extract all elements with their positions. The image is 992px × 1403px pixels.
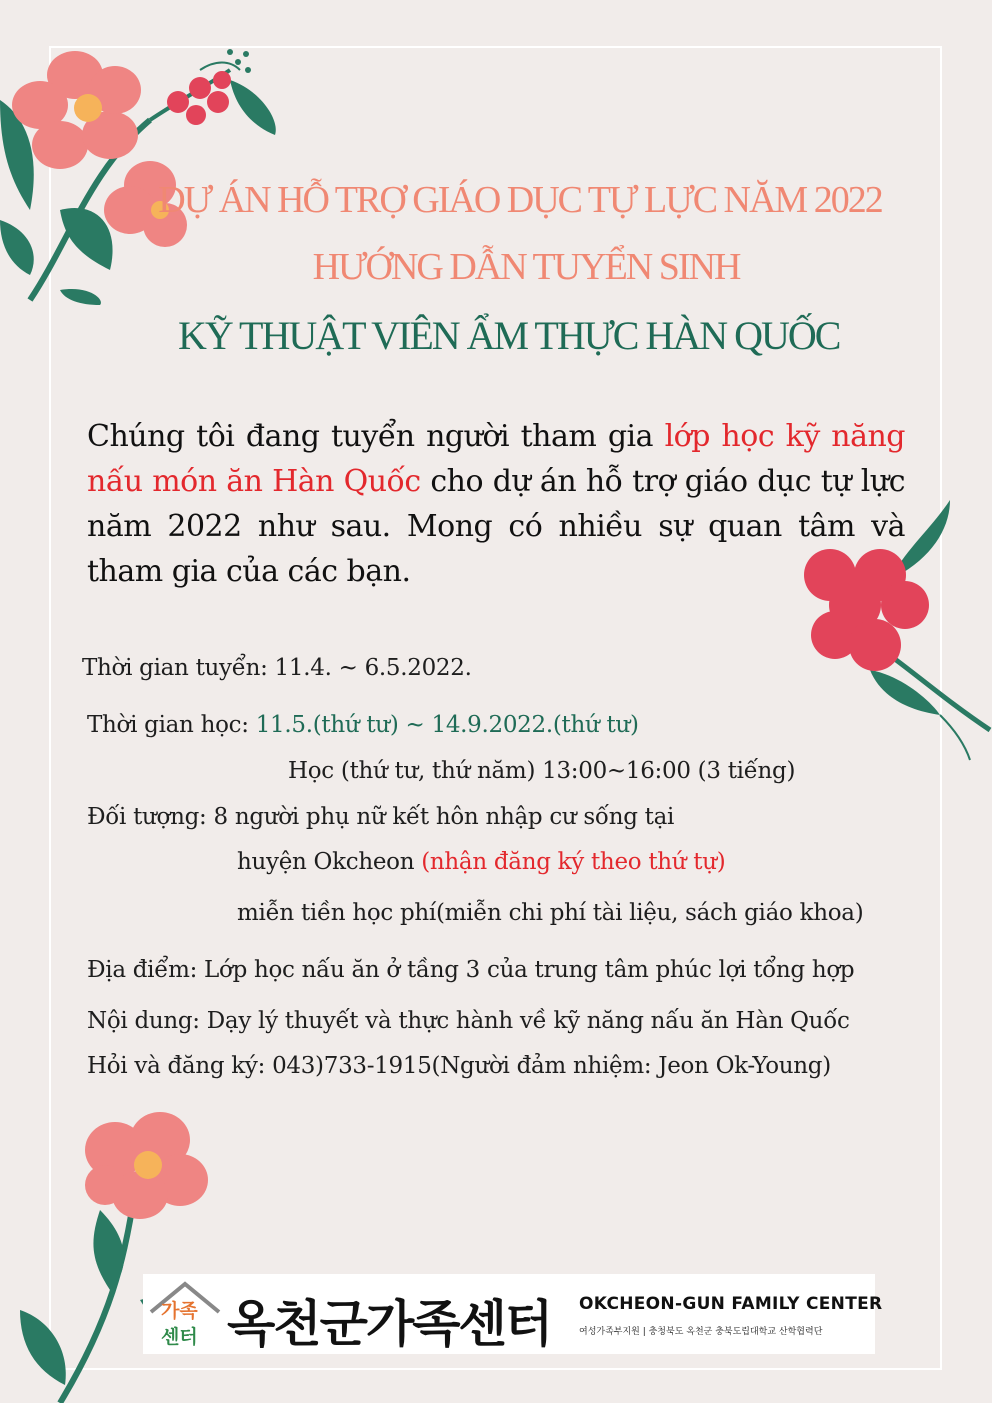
flower-decoration-bottom-left	[0, 1110, 230, 1403]
title-line-3: KỸ THUẬT VIÊN ẨM THỰC HÀN QUỐC	[178, 313, 840, 358]
target-audience	[87, 804, 674, 830]
intro-text-end: cho dự án hỗ trợ giáo dục tự lực năm 2022 như sau. Mong có nhiều sự quan tâm và tham gia của các bạn.	[87, 464, 905, 589]
target-value: 8 người phụ nữ kết hôn nhập cư sống tại	[206, 804, 675, 830]
logo-icon-top: 가족	[161, 1300, 198, 1322]
logo-english-name: OKCHEON-GUN FAMILY CENTER	[579, 1294, 883, 1314]
target-label: Đối tượng:	[87, 804, 207, 830]
study-period	[87, 712, 639, 738]
title-line-2: HƯỚNG DẪN TUYỂN SINH	[312, 246, 740, 288]
logo-subtitle: 여성가족부지원 | 충청북도 옥천군 충북도립대학교 산학협력단	[579, 1327, 823, 1337]
intro-highlight: lớp học kỹ năng nấu món ăn Hàn Quốc	[87, 419, 906, 499]
study-label: Thời gian học:	[87, 712, 256, 738]
location: Địa điểm: Lớp học nấu ăn ở tầng 3 của trung tâm phúc lợi tổng hợp	[87, 957, 855, 983]
intro-text-start: Chúng tôi đang tuyển người tham gia	[87, 419, 665, 454]
target-note: (nhận đăng ký theo thứ tự)	[421, 849, 726, 875]
house-logo-icon	[147, 1278, 223, 1350]
content: Nội dung: Dạy lý thuyết và thực hành về kỹ năng nấu ăn Hàn Quốc	[87, 1008, 850, 1034]
title-line-1: DỰ ÁN HỖ TRỢ GIÁO DỤC TỰ LỰC NĂM 2022	[158, 179, 882, 221]
target-fee: miễn tiền học phí(miễn chi phí tài liệu, sách giáo khoa)	[237, 900, 864, 926]
study-schedule: Học (thứ tư, thứ năm) 13:00~16:00 (3 tiếng)	[288, 758, 796, 784]
study-value: 11.5.(thứ tư) ~ 14.9.2022.(thứ tư)	[255, 712, 639, 738]
target-place-line	[237, 849, 725, 875]
recruit-period	[82, 655, 472, 681]
intro-paragraph	[87, 414, 905, 594]
recruit-label: Thời gian tuyển:	[82, 655, 268, 681]
recruit-value: 11.4. ~ 6.5.2022.	[267, 655, 472, 681]
target-place: huyện Okcheon	[237, 849, 422, 875]
logo-banner	[143, 1274, 883, 1354]
logo-icon-bottom: 센터	[161, 1326, 198, 1348]
logo-korean-name: 옥천군가족센터	[227, 1295, 552, 1353]
contact: Hỏi và đăng ký: 043)733-1915(Người đảm nhiệm: Jeon Ok-Young)	[87, 1053, 831, 1079]
